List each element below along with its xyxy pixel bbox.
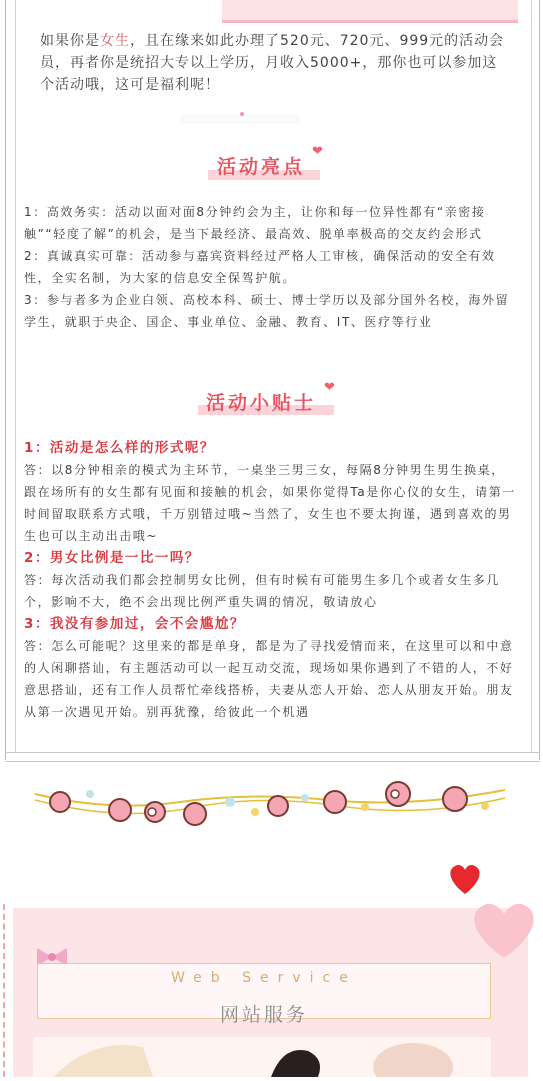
heart-icon: ❤: [312, 144, 323, 159]
divider-dot: [240, 112, 244, 116]
highlights-title: 活动亮点: [217, 156, 306, 178]
service-illustration: [33, 1037, 491, 1077]
frame-bottom-border: [5, 752, 540, 762]
intro-highlight: 女生: [100, 33, 130, 49]
tips-qa-list: [24, 437, 516, 723]
heart-icon: ❤: [324, 380, 335, 395]
tip-question: 2：男女比例是一比一吗？: [24, 550, 200, 566]
highlights-list: [24, 201, 516, 333]
tip-answer: 答：以8分钟相亲的模式为主环节，一桌坐三男三女，每隔8分钟男生男生换桌，跟在场所有的女生都有见面和接触的机会，如果你觉得Ta是你心仪的女生，请第一时间留取联系方式哦，千万别错过哦~当然了，女生也不要太拘谨，遇到喜欢的男生也可以主动出击哦~: [24, 463, 516, 543]
balloon-heart-icon: [466, 892, 542, 962]
tip-answer: 答：怎么可能呢？这里来的都是单身，都是为了寻找爱情而来，在这里可以和中意的人闲聊搭讪，有主题活动可以一起互动交流，现场如果你遇到了不错的人，不好意思搭讪，还有工作人员帮忙牵线搭桥，夫妻从恋人开始、恋人从朋友开始。朋友从第一次遇见开始。别再犹豫，给彼此一个机遇: [24, 639, 514, 719]
highlight-item: 3：参与者多为企业白领、高校本科、硕士、博士学历以及部分国外名校，海外留学生，就职于央企、国企、事业单位、金融、教育、IT、医疗等行业: [24, 293, 510, 329]
highlight-item: 2：真诚真实可靠：活动参与嘉宾资料经过严格人工审核，确保活动的安全有效性，全实名制，为大家的信息安全保驾护航。: [24, 249, 496, 285]
flower-garland: [30, 772, 510, 832]
panel-dashed-edge: [3, 904, 5, 1077]
intro-paragraph: 如果你是女生，且在缘来如此办理了520元、720元、999元的活动会员，再者你是统招大专以上学历，月收入5000+，那你也可以参加这个活动哦，这可是福利呢！: [40, 33, 505, 93]
web-service-title: 网站服务: [219, 1004, 308, 1026]
tip-answer: 答：每次活动我们都会控制男女比例，但有时候有可能男生多几个或者女生多几个，影响不大，绝不会出现比例严重失调的情况，敬请放心: [24, 573, 501, 609]
top-pink-band: [222, 0, 518, 23]
tip-question: 3：我没有参加过，会不会尴尬？: [24, 616, 245, 632]
highlight-item: 1：高效务实：活动以面对面8分钟约会为主，让你和每一位异性都有“亲密接触”“轻度了解”的机会，是当下最经济、最高效、脱单率极高的交友约会形式: [24, 205, 486, 241]
tips-title: 活动小贴士: [206, 392, 317, 414]
tip-question: 1：活动是怎么样的形式呢？: [24, 440, 215, 456]
web-service-english: Web Service: [171, 970, 357, 986]
web-service-box: [37, 963, 491, 1026]
